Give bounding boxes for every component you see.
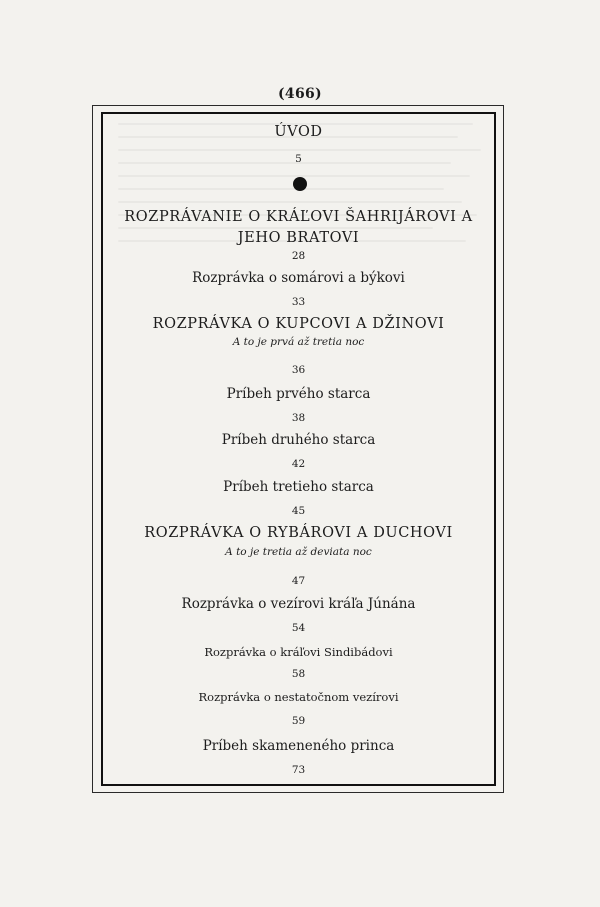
toc-entry-skameneny-princ: Príbeh skameneného princa [202,738,395,754]
toc-page-nestatocny-vezir: 59 [291,715,306,727]
toc-entry-somar: Rozprávka o somárovi a býkovi [192,270,405,286]
toc-page-sahrijar: 28 [291,250,306,262]
toc-entry-nestatocny-vezir: Rozprávka o nestatočnom vezírovi [198,690,399,704]
toc-page-sindibad: 58 [291,668,306,680]
toc-entry-rybar: ROZPRÁVKA O RYBÁROVI A DUCHOVI [144,525,453,541]
toc-page-druhy-starec: 42 [291,458,306,470]
toc-page-somar: 33 [291,296,306,308]
toc-page-uvod: 5 [295,153,302,165]
toc-entry-sindibad: Rozprávka o kráľovi Sindibádovi [204,645,393,659]
page-number: (466) [278,86,322,102]
toc-entry-kupec: ROZPRÁVKA O KUPCOVI A DŽINOVI [152,316,445,332]
toc-entry-sahrijar: ROZPRÁVANIE O KRÁĽOVI ŠAHRIJÁROVI A JEHO BRATOVI [124,209,473,246]
toc-page-skameneny-princ: 73 [291,764,306,776]
toc-page-prvy-starec: 38 [291,412,306,424]
toc-page-treti-starec: 45 [291,505,306,517]
toc-entry-treti-starec: Príbeh tretieho starca [223,479,374,495]
toc-page-rybar: 47 [291,575,306,587]
bullet-ornament [293,177,307,191]
toc-subtitle-rybar: A to je tretia až deviata noc [225,546,372,558]
toc-entry-prvy-starec: Príbeh prvého starca [226,386,371,402]
toc-subtitle-kupec: A to je prvá až tretia noc [232,336,365,348]
toc-entry-uvod: ÚVOD [274,124,323,140]
toc-entry-druhy-starec: Príbeh druhého starca [221,432,376,448]
toc-page-vezir-junan: 54 [291,622,306,634]
toc-entry-vezir-junan: Rozprávka o vezírovi kráľa Júnána [181,596,416,612]
toc-page-kupec: 36 [291,364,306,376]
